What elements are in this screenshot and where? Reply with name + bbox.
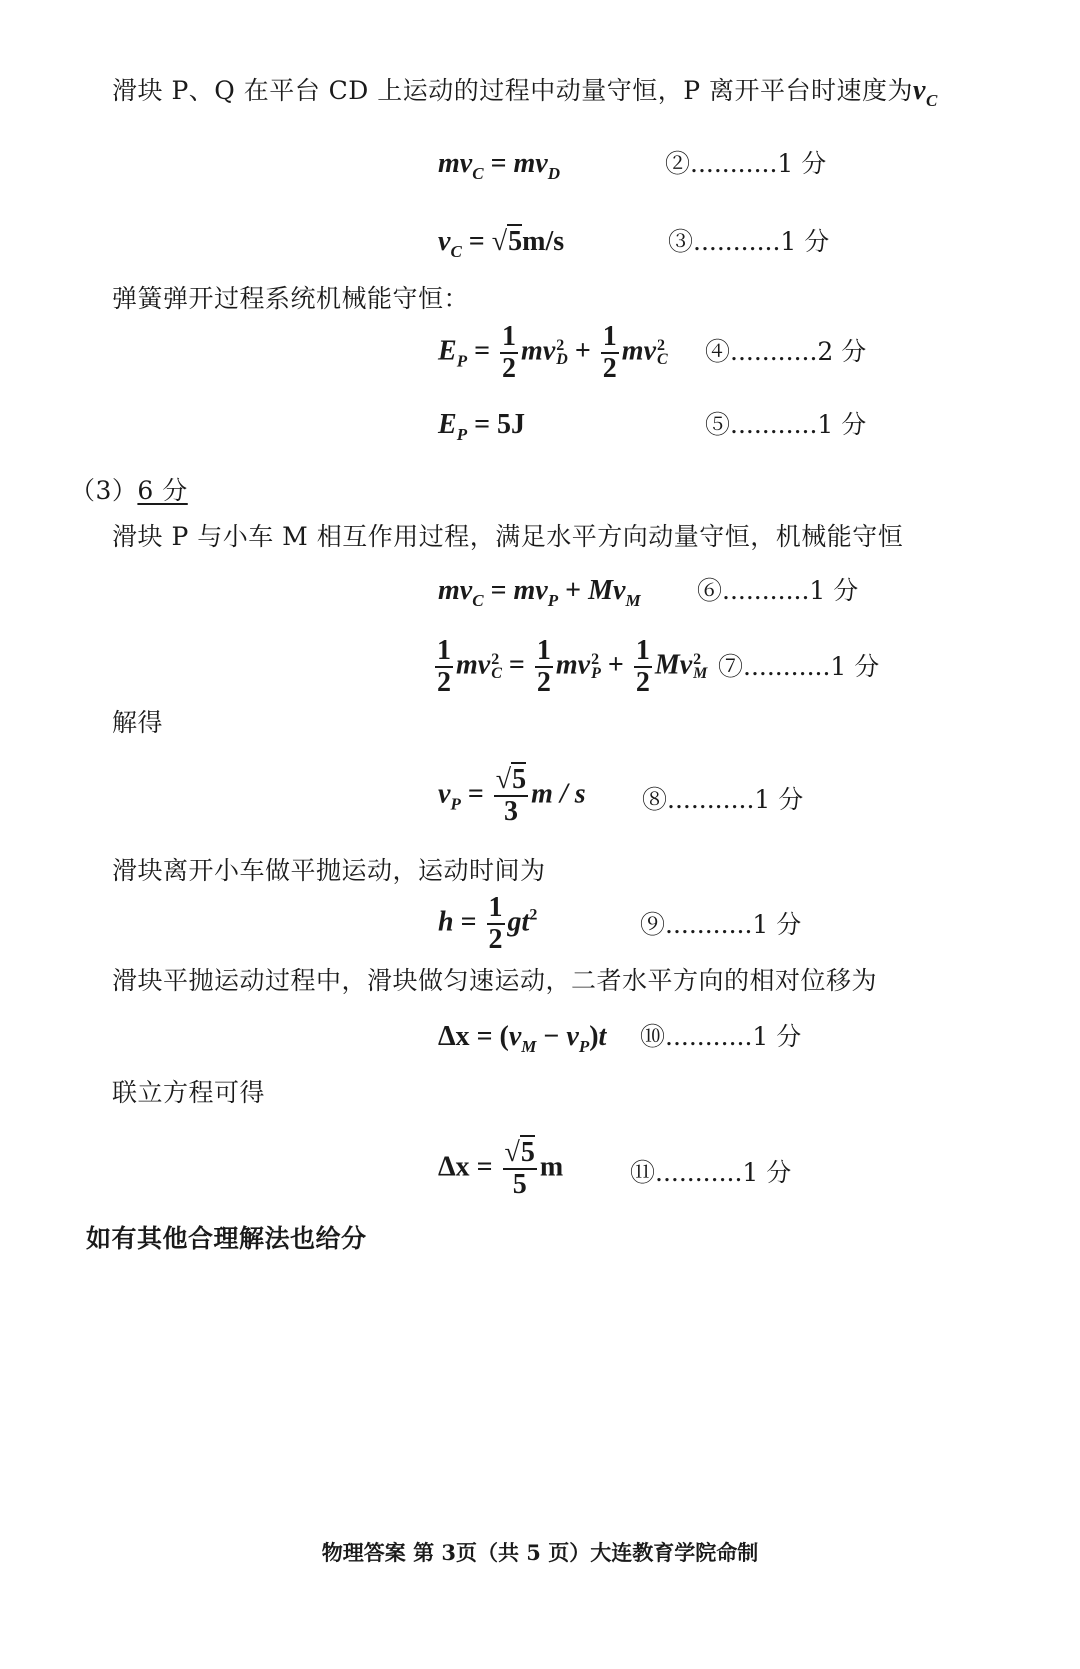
eq-op: + — [558, 575, 589, 606]
eq-op: = — [501, 649, 532, 681]
eq-sub: P — [450, 794, 461, 814]
eq-term: mv — [521, 335, 556, 367]
supsub — [491, 653, 502, 681]
frac-num: 1 — [536, 635, 551, 666]
sqrt-symbol: √5 — [504, 1137, 535, 1168]
eq-term: mv — [621, 335, 657, 367]
section-3-heading — [70, 474, 188, 508]
eq-value: 5J — [497, 409, 526, 440]
var-v: v — [913, 75, 926, 106]
eq-op: = — [453, 906, 484, 938]
eq-term: mv — [513, 148, 548, 179]
fraction — [634, 636, 652, 698]
eq-op: = — [483, 575, 514, 606]
frac-den: 2 — [488, 924, 503, 955]
paragraph-relative-displacement: 滑块平抛运动过程中，滑块做匀速运动，二者水平方向的相对位移为 — [112, 966, 878, 995]
eq-sup: 2 — [491, 651, 500, 668]
paragraph-text: 滑块 P、Q 在平台 CD 上运动的过程中动量守恒，P 离开平台时速度为 — [112, 76, 914, 105]
eq-sub: M — [693, 665, 708, 682]
sqrt-symbol: √5 — [495, 764, 527, 795]
eq-term: v — [438, 778, 451, 810]
eq-sub: C — [657, 351, 668, 368]
eq-term: Mv — [588, 575, 626, 606]
score-5: ⑤...........1 分 — [705, 410, 867, 439]
eq-sub: C — [491, 665, 502, 682]
eq-term: v — [566, 1021, 579, 1052]
eq-sup: 2 — [657, 337, 666, 354]
frac-den: 2 — [602, 353, 617, 384]
sqrt-symbol: √5 — [491, 226, 523, 257]
eq-op: − — [536, 1021, 567, 1052]
frac-num: 1 — [437, 635, 451, 666]
eq-term: t — [598, 1021, 607, 1052]
page-footer: 物理答案 第 3页（共 5 页）大连教育学院命制 — [321, 1540, 759, 1565]
fraction — [494, 765, 528, 827]
eq-term: gt — [507, 906, 530, 938]
eq-term: E — [438, 335, 457, 367]
sqrt-radicand: 5 — [512, 764, 527, 795]
fraction — [601, 322, 619, 384]
eq-sub: D — [556, 351, 568, 368]
eq-sub: P — [578, 1037, 590, 1056]
eq-sup: 2 — [529, 906, 538, 924]
eq-sub: M — [625, 591, 641, 610]
eq-op: = — [467, 409, 498, 440]
frac-den: 3 — [503, 796, 518, 827]
eq-term: mv — [456, 649, 491, 681]
paragraph-cart-interaction: 滑块 P 与小车 M 相互作用过程，满足水平方向动量守恒，机械能守恒 — [112, 522, 904, 551]
eq-term: v — [438, 226, 451, 257]
equation-7 — [432, 636, 707, 698]
fraction — [535, 636, 553, 698]
eq-op: + — [567, 335, 598, 367]
frac-num: 1 — [488, 892, 503, 923]
eq-term: mv — [555, 649, 591, 681]
frac-den: 2 — [635, 667, 650, 698]
eq-term: mv — [438, 575, 473, 606]
frac-den: 2 — [437, 667, 451, 698]
eq-term: h — [438, 906, 454, 938]
supsub — [657, 339, 668, 367]
score-11: ⑪...........1 分 — [630, 1158, 792, 1187]
eq-sub: C — [472, 591, 484, 610]
frac-num: 1 — [635, 635, 650, 666]
equation-3 — [438, 225, 564, 269]
eq-op: = — [460, 778, 491, 810]
eq-sub: P — [591, 665, 601, 682]
eq-term: Δx — [438, 1021, 470, 1052]
eq-unit: m / s — [531, 778, 586, 810]
eq-paren: ) — [589, 1021, 599, 1052]
eq-op: = — [483, 148, 514, 179]
paragraph-spring-energy: 弹簧弹开过程系统机械能守恒： — [112, 284, 470, 313]
equation-2 — [438, 147, 560, 191]
sqrt-radicand: 5 — [520, 1137, 535, 1168]
fraction — [487, 893, 505, 955]
eq-op: = — [469, 1151, 500, 1183]
frac-den: 2 — [502, 353, 517, 384]
eq-sup: 2 — [591, 651, 600, 668]
equation-11 — [438, 1138, 563, 1200]
eq-term: Mv — [654, 649, 693, 681]
fraction — [503, 1138, 537, 1200]
eq-term: Δx — [438, 1151, 470, 1183]
var-v-sub: C — [925, 91, 938, 110]
paragraph-combine: 联立方程可得 — [112, 1078, 266, 1107]
score-10: ⑩...........1 分 — [640, 1022, 802, 1051]
eq-sub: C — [472, 164, 484, 183]
eq-term: v — [508, 1021, 522, 1052]
frac-den: 2 — [536, 667, 551, 698]
eq-op: = — [461, 226, 492, 257]
score-8: ⑧...........1 分 — [642, 785, 804, 814]
score-3: ③...........1 分 — [668, 227, 830, 256]
section-label: （3） — [70, 476, 138, 505]
frac-num: 1 — [502, 321, 517, 352]
eq-sub: P — [456, 351, 468, 371]
eq-op: + — [600, 649, 631, 681]
supsub — [693, 653, 707, 681]
section-points: 6 分 — [137, 476, 188, 505]
eq-sub: D — [547, 164, 561, 183]
equation-8 — [438, 765, 586, 827]
equation-4 — [438, 322, 668, 384]
eq-term: mv — [438, 148, 473, 179]
score-6: ⑥...........1 分 — [697, 576, 859, 605]
score-9: ⑨...........1 分 — [640, 910, 802, 939]
frac-num — [503, 1138, 537, 1170]
fraction — [500, 322, 518, 384]
frac-den: 5 — [512, 1169, 527, 1200]
eq-unit: m — [539, 1151, 564, 1183]
paragraph-momentum-platform — [112, 74, 938, 118]
eq-sub: P — [547, 591, 559, 610]
frac-num: 1 — [602, 321, 617, 352]
eq-sup: 2 — [693, 651, 702, 668]
paragraph-alternative-solutions: 如有其他合理解法也给分 — [86, 1224, 367, 1253]
eq-term: E — [438, 409, 457, 440]
equation-6 — [438, 574, 641, 618]
eq-op: = — [469, 1021, 500, 1052]
eq-paren: ( — [499, 1021, 509, 1052]
eq-sub: C — [450, 242, 462, 261]
paragraph-projectile: 滑块离开小车做平抛运动，运动时间为 — [112, 856, 546, 885]
frac-num — [494, 765, 528, 797]
eq-sub: M — [521, 1037, 537, 1056]
eq-sup: 2 — [556, 337, 565, 354]
score-2: ②...........1 分 — [665, 149, 827, 178]
score-7: ⑦...........1 分 — [718, 652, 880, 681]
equation-5 — [438, 408, 525, 452]
eq-op: = — [467, 335, 498, 367]
paragraph-solve: 解得 — [112, 708, 164, 737]
score-4: ④...........2 分 — [705, 337, 867, 366]
sqrt-radicand: 5 — [508, 226, 523, 257]
fraction — [435, 636, 453, 698]
eq-unit: m/s — [522, 226, 565, 257]
equation-10 — [438, 1020, 606, 1064]
equation-9 — [438, 893, 537, 955]
supsub — [591, 653, 601, 681]
eq-term: mv — [513, 575, 548, 606]
supsub — [556, 339, 568, 367]
eq-sub: P — [456, 425, 468, 444]
